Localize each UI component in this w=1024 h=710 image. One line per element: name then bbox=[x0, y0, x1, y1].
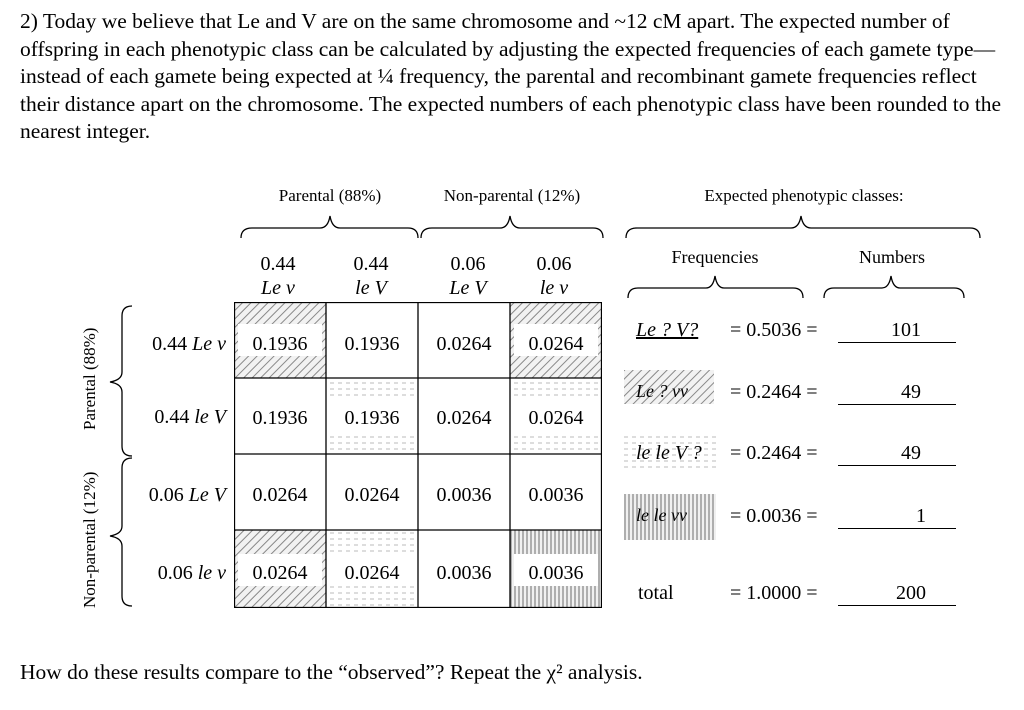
cell-r2-c2: 0.1936 bbox=[344, 407, 400, 429]
cell-r1-c3: 0.0264 bbox=[436, 333, 492, 355]
col-header-1: 0.44 Le v bbox=[260, 253, 296, 299]
phenotype-freq-2: = 0.2464 = bbox=[730, 381, 818, 403]
cell-r3-c3: 0.0036 bbox=[436, 484, 492, 506]
parental-header: Parental (88%) bbox=[278, 186, 382, 205]
col-header-2: 0.44 le V bbox=[353, 253, 389, 299]
nonparental-header: Non-parental (12%) bbox=[443, 186, 581, 205]
brace-numbers bbox=[824, 276, 964, 298]
cell-r3-c1: 0.0264 bbox=[252, 484, 308, 506]
phenotype-number-2: 49 bbox=[838, 381, 956, 405]
cell-r4-c1: 0.0264 bbox=[252, 562, 308, 584]
cell-r2-c1: 0.1936 bbox=[252, 407, 308, 429]
row-label-4: 0.06 le v bbox=[157, 562, 226, 584]
row-label-1: 0.44 Le v bbox=[152, 333, 226, 355]
row-group-nonparental-label: Non-parental (12%) bbox=[80, 471, 99, 608]
row-label-2: 0.44 le V bbox=[154, 406, 226, 428]
row-label-3: 0.06 Le V bbox=[148, 484, 226, 506]
cell-r4-c3: 0.0036 bbox=[436, 562, 492, 584]
cell-r4-c4: 0.0036 bbox=[528, 562, 584, 584]
cell-r2-c3: 0.0264 bbox=[436, 407, 492, 429]
brace-parental-rows bbox=[110, 306, 132, 456]
brace-frequencies bbox=[628, 276, 803, 298]
phenotype-number-4: 1 bbox=[838, 505, 956, 529]
cell-r4-c2: 0.0264 bbox=[344, 562, 400, 584]
row-group-parental-label: Parental (88%) bbox=[80, 327, 99, 430]
brace-nonparental-cols bbox=[421, 216, 603, 238]
question-text: How do these results compare to the “observed”? Repeat the χ² analysis. bbox=[20, 660, 643, 684]
expected-classes-header: Expected phenotypic classes: bbox=[704, 186, 904, 205]
cell-r1-c2: 0.1936 bbox=[344, 333, 400, 355]
total-freq: = 1.0000 = bbox=[730, 582, 818, 604]
phenotype-freq-4: = 0.0036 = bbox=[730, 505, 818, 527]
phenotype-label-1: Le ? V? bbox=[636, 319, 699, 341]
phenotype-number-1: 101 bbox=[838, 319, 956, 343]
total-label: total bbox=[638, 582, 674, 604]
phenotype-label-4: le le vv bbox=[636, 505, 687, 525]
phenotype-label-2: Le ? vv bbox=[636, 381, 688, 401]
total-number: 200 bbox=[838, 582, 956, 606]
phenotype-freq-3: = 0.2464 = bbox=[730, 442, 818, 464]
brace-expected bbox=[626, 216, 980, 238]
frequencies-header: Frequencies bbox=[671, 247, 759, 267]
phenotype-label-3: le le V ? bbox=[636, 442, 702, 464]
brace-parental-cols bbox=[241, 216, 418, 238]
cell-r1-c4: 0.0264 bbox=[528, 333, 584, 355]
cell-r3-c4: 0.0036 bbox=[528, 484, 584, 506]
col-header-4: 0.06 le v bbox=[536, 253, 572, 299]
phenotype-freq-1: = 0.5036 = bbox=[730, 319, 818, 341]
cell-r1-c1: 0.1936 bbox=[252, 333, 308, 355]
intro-paragraph: 2) Today we believe that Le and V are on the same chromosome and ~12 cM apart. The expected number of offspring in each phenotypic class can be calculated by adjusting the expected frequencies of each gamete type—instead of each gamete being expected at ¼ frequency, the parental and recombinant gamete frequencies reflect their distance apart on the chromosome. The expected numbers of each phenotypic class have been rounded to the nearest integer. bbox=[20, 9, 1002, 143]
col-header-3: 0.06 Le V bbox=[449, 253, 487, 299]
cell-r3-c2: 0.0264 bbox=[344, 484, 400, 506]
phenotype-number-3: 49 bbox=[838, 442, 956, 466]
numbers-header: Numbers bbox=[859, 247, 925, 267]
cell-r2-c4: 0.0264 bbox=[528, 407, 584, 429]
